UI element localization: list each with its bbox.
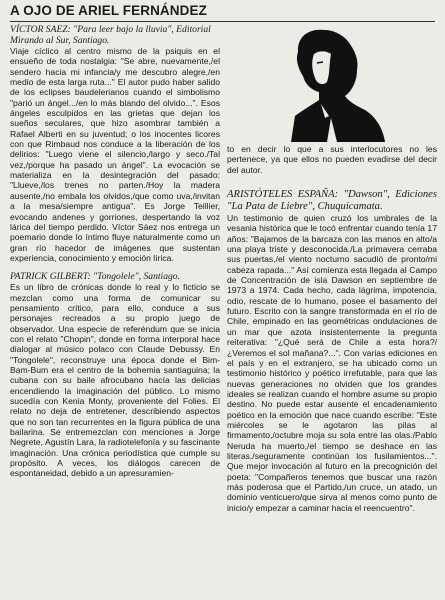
column-header <box>10 3 435 22</box>
review-body: Un testimonio de quien cruzó los umbrales de la vesania histórica que le tocó enfrentar cuando tenía 17 años: "Bajamos de la barcaza con las manos en alto/a una playa triste y desconocida./La primavera cerraba sus puertas,/el viento nocturno sacudió de pronto/mi cabeza rapada..." Así comienza esta llegada al Campo de Concentración de isla Dawson en septiembre de 1973 a 1974. Cada hecho, cada lágrima, impotencia, odio, rescate de lo humano, posee el basamento del futuro. Escrito con la sangre transformada en el río de Chile, empinado en las geométricas ondulaciones de un mar que azota insistentemente la pregunta reiterativa: "¿Qué será de Chile a esta hora?/¿Veremos el sol mañana?...". Con varias ediciones en el país y en el extranjero, se ha ubicado como un testimonio histórico y poético irrefutable, para que las nuevas generaciones no olviden que los grandes ideales se realizan cuando el hombre asume su propio destino. No puede estar ausente el encadenamiento poético en la emoción que nace cuando escribe: "Este miércoles se le agotaron las pilas al firmamento,/octubre moja su sola entre las olas./Pablo Neruda ha muerto,/el tiempo se deshace en las literas./seguramente continúan los fusilamientos...". Que mejor invocación al futuro en la precognición del poeta: "Compañeros tenemos que buscar una razón más poderosa que el Partido,/un cruce, un atado, un dominio venticuero/que sirva al menos como punto de inicio/y empezar a caminar hacia el reencuentro". <box>227 213 437 513</box>
title-rule <box>10 21 435 22</box>
left-column <box>10 24 220 479</box>
review-title: ARISTÓTELES ESPAÑA: "Dawson", Ediciones "La Pata de Liebre", Chuquicamata. <box>227 189 437 213</box>
review-title: VÍCTOR SAEZ: "Para leer bajo la lluvia", Editorial Mirando al Sur, Santiago. <box>10 24 211 46</box>
author-portrait-illustration <box>267 24 397 142</box>
review-body: Es un libro de crónicas donde lo real y lo ficticio se mezclan como una forma de comunicar su pensamiento crítico, para ello, conduce a sus personajes recreados a su propio juego de observador. Una especie de referéndum que se inicia con el relato "Chopin", donde en forma interporal hace dialogar al músico polaco con Claude Debussy. En "Tongolele", reconstruye una época donde el Bim-Bam-Bum era el centro de la bohemia santiaguina; la cubana con su baile afrocubano hacía las delicias encendiendo la imaginación del público. Lo mismo sucedía con Kenia Monty, proveniente del Folies. El relato no deja de entretener, describiendo aspectos que no son tan recurrentes en la figura pública de una bailarina. Se entremezclan con menciones a Jorge Negrete, Agustín Lara, la radiotelefonía y su fascinante imaginación. Una crónica periodística que cumple su propósito. A veces, los diálogos carecen de espontaneidad, debido a un apresuramien- <box>10 282 220 479</box>
review-title: PATRICK GILBERT: "Tongolele", Santiago. <box>10 271 181 283</box>
review-patrick-gilbert <box>10 271 220 479</box>
review-victor-saez <box>10 24 220 263</box>
review-body-continuation: to en decir lo que a sus interlocutores no les pertenece, ya que ellos no pueden evadirse del decir del autor. <box>227 144 437 175</box>
column-title: A OJO DE ARIEL FERNÁNDEZ <box>10 3 207 18</box>
review-body: Viaje cíclico al centro mismo de la psiquis en el ensueño de toda nostalgia: "Se abre, nuevamente,/el sendero hacia mi infancia/y me descubro alegre,/en medio de esta larga ruta..." El autor pudo haber salido de los eclipses baudelerianos cuando el simbolismo "parió un ángel.../en lo más blando del olvido...". Esos ángeles esculpidos en las grietas que dejan los sueños seculares, que hizo asombrar también a Rafael Alberti en su juventud; o los inocentes licores con que Rimbaud nos conduce a la liberación de los delirios: "Luego viene el silencio,/largo y seco./Tal vez,/porque ha pasado un ángel". La evocación se materializa en la desintegración del pasado: "Llueve,/los trenes no parten./Hoy la madera ausente,/no embala los olvidos,/que como uva,/invitan a la mesa/siempre antigua". Es Jorge Teillier, evocando andenes y gorriones, despertando la voz lárica del tiempo perdido. Víctor Sáez nos entrega un poemario donde lo íntimo fluye naturalmente como un gran río hacedor de imágenes que sustentan experiencia, conocimiento y emoción lírica. <box>10 46 220 263</box>
review-aristoteles-espana <box>227 189 437 513</box>
right-column <box>227 24 437 513</box>
author-portrait <box>227 24 437 142</box>
